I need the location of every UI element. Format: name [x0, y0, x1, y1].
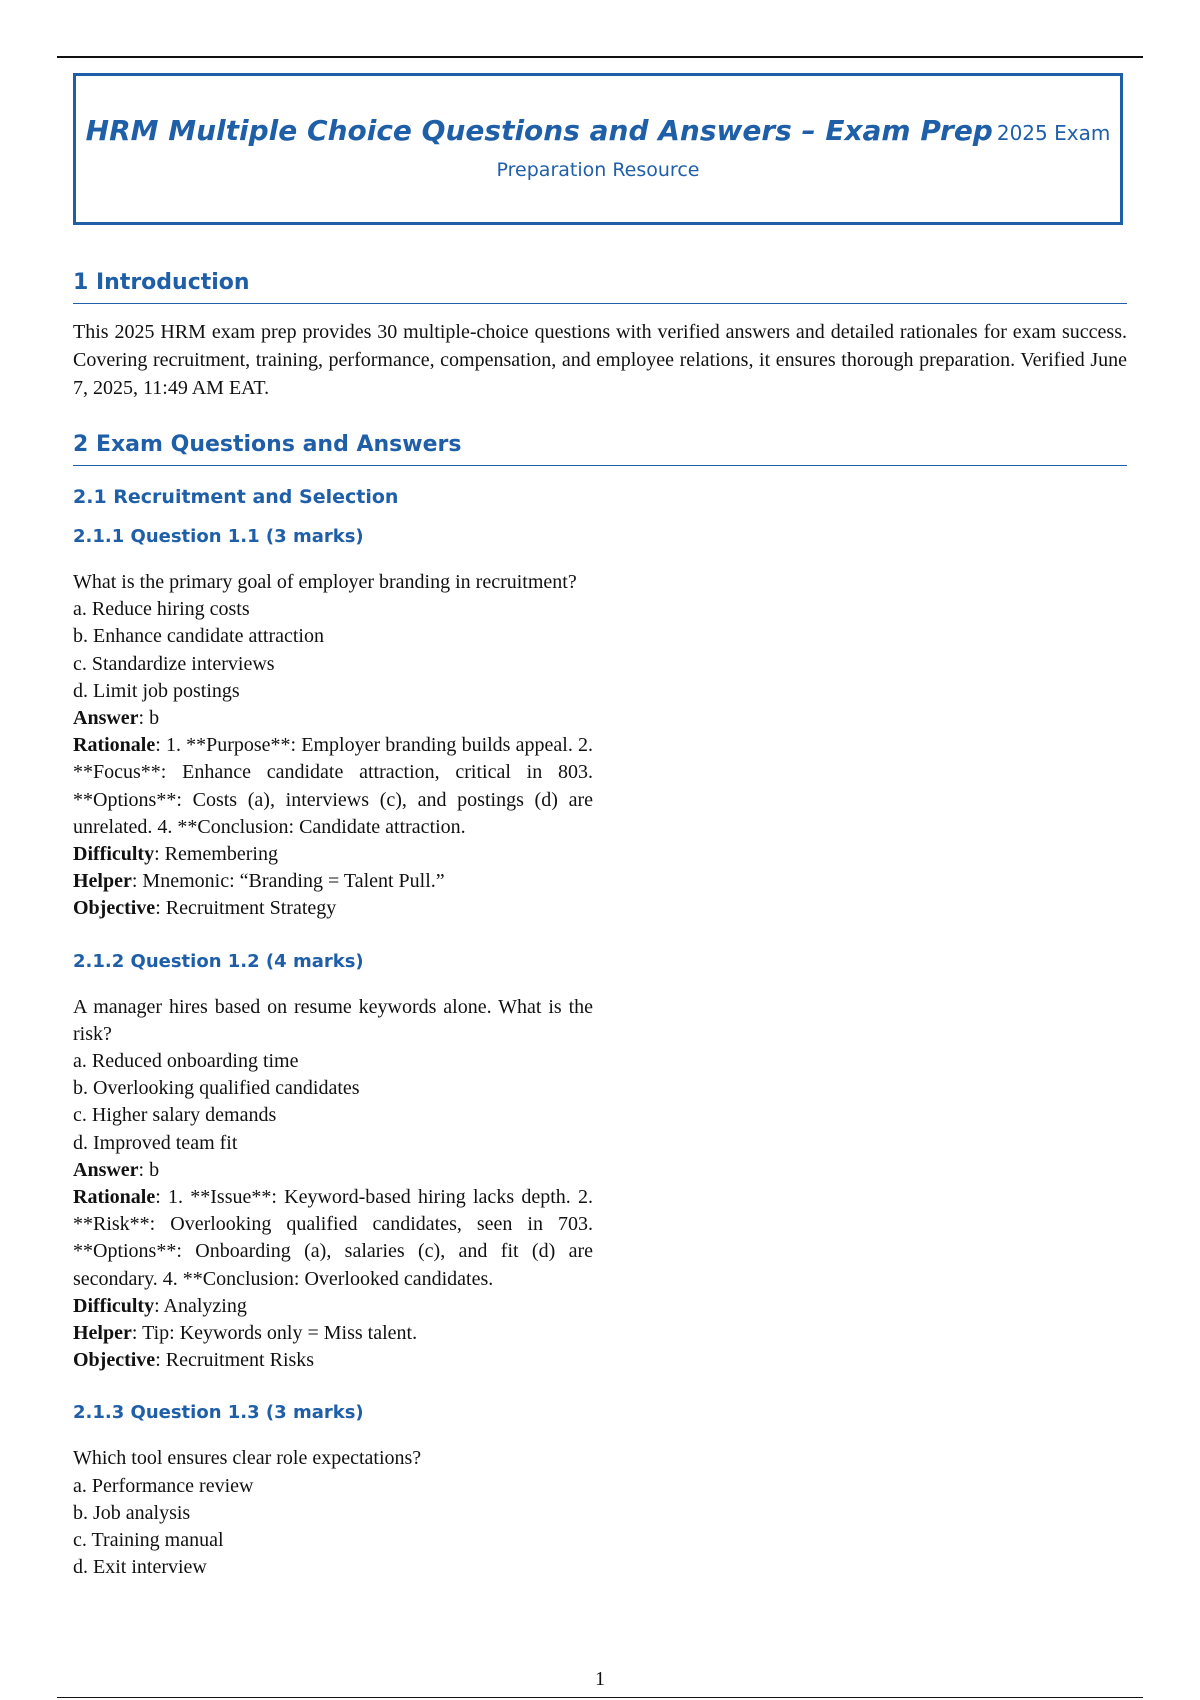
question-heading: 2.1.1 Question 1.1 (3 marks) — [73, 526, 364, 547]
page-number: 1 — [595, 1668, 605, 1690]
helper-line — [73, 868, 593, 895]
option-a: a. Reduced onboarding time — [73, 1050, 299, 1073]
answer-line — [73, 705, 593, 732]
option-b: b. Enhance candidate attraction — [73, 625, 324, 648]
title-line — [76, 114, 1120, 147]
rationale-value: : 1. **Purpose**: Employer branding builds appeal. 2. **Focus**: Enhance candidate attraction, critical in 803. **Options**: Costs (a), interviews (c), and postings (d) are unrelated. 4. **Conclusion: Candidate attraction. — [73, 734, 593, 838]
objective-line — [73, 895, 593, 922]
answer-line — [73, 1157, 593, 1184]
objective-label: Objective — [73, 897, 156, 920]
question-block — [73, 994, 593, 1375]
rationale-label: Rationale — [73, 1186, 156, 1209]
document-subtitle-part1: 2025 Exam — [996, 121, 1111, 145]
rationale-line — [73, 1184, 593, 1293]
option-d: d. Improved team fit — [73, 1131, 238, 1154]
helper-label: Helper — [73, 1322, 132, 1345]
option-d: d. Exit interview — [73, 1556, 207, 1579]
objective-value: : Recruitment Strategy — [155, 897, 337, 920]
document-subtitle-part2: Preparation Resource — [496, 159, 700, 181]
difficulty-label: Difficulty — [73, 1294, 155, 1317]
title-box — [73, 73, 1123, 225]
rationale-label: Rationale — [73, 734, 156, 757]
rationale-line — [73, 732, 593, 841]
option-b: b. Overlooking qualified candidates — [73, 1077, 360, 1100]
objective-label: Objective — [73, 1349, 156, 1372]
rationale-value: : 1. **Issue**: Keyword-based hiring lacks depth. 2. **Risk**: Overlooking qualified candidates, seen in 703. **Options**: Onboarding (a), salaries (c), and fit (d) are secondary. 4. **Conclusion: Overlooked candidates. — [73, 1186, 593, 1290]
question-heading: 2.1.3 Question 1.3 (3 marks) — [73, 1402, 364, 1424]
document-title: HRM Multiple Choice Questions and Answers – Exam Prep — [85, 114, 993, 147]
option-c: c. Higher salary demands — [73, 1104, 277, 1127]
answer-label: Answer — [73, 1158, 139, 1181]
option-c: c. Standardize interviews — [73, 652, 275, 675]
difficulty-label: Difficulty — [73, 843, 155, 866]
bottom-rule — [57, 1697, 1143, 1698]
question-text: Which tool ensures clear role expectations? — [73, 1447, 422, 1470]
option-b: b. Job analysis — [73, 1501, 191, 1524]
difficulty-value: : Analyzing — [154, 1294, 247, 1317]
helper-label: Helper — [73, 870, 132, 893]
helper-line — [73, 1320, 593, 1347]
question-text: What is the primary goal of employer branding in recruitment? — [73, 571, 577, 593]
top-rule — [57, 56, 1143, 58]
helper-value: : Tip: Keywords only = Miss talent. — [131, 1322, 418, 1345]
section-heading-introduction: 1 Introduction — [73, 270, 1127, 304]
option-a: a. Reduce hiring costs — [73, 598, 250, 621]
answer-label: Answer — [73, 707, 139, 730]
helper-value: : Mnemonic: “Branding = Talent Pull.” — [131, 870, 445, 893]
question-block — [73, 569, 593, 923]
option-d: d. Limit job postings — [73, 679, 240, 702]
objective-line — [73, 1347, 593, 1374]
question-heading: 2.1.2 Question 1.2 (4 marks) — [73, 950, 364, 972]
section-heading-exam: 2 Exam Questions and Answers — [73, 432, 1127, 466]
objective-value: : Recruitment Risks — [155, 1349, 315, 1372]
introduction-paragraph: This 2025 HRM exam prep provides 30 multiple-choice questions with verified answers and detailed rationales for exam success. Covering recruitment, training, performance, compensation, and employee relations, it ensures thorough preparation. Verified June 7, 2025, 11:49 AM EAT. — [73, 321, 1127, 399]
difficulty-line — [73, 841, 593, 868]
difficulty-line — [73, 1293, 593, 1320]
question-text: A manager hires based on resume keywords alone. What is the risk? — [73, 995, 593, 1045]
difficulty-value: : Remembering — [154, 843, 278, 866]
answer-value: : b — [138, 707, 160, 730]
page-content — [73, 270, 1127, 1582]
subsection-heading-recruitment: 2.1 Recruitment and Selection — [73, 486, 399, 508]
option-a: a. Performance review — [73, 1474, 254, 1497]
question-block — [73, 1445, 593, 1581]
option-c: c. Training manual — [73, 1529, 224, 1552]
answer-value: : b — [138, 1158, 160, 1181]
